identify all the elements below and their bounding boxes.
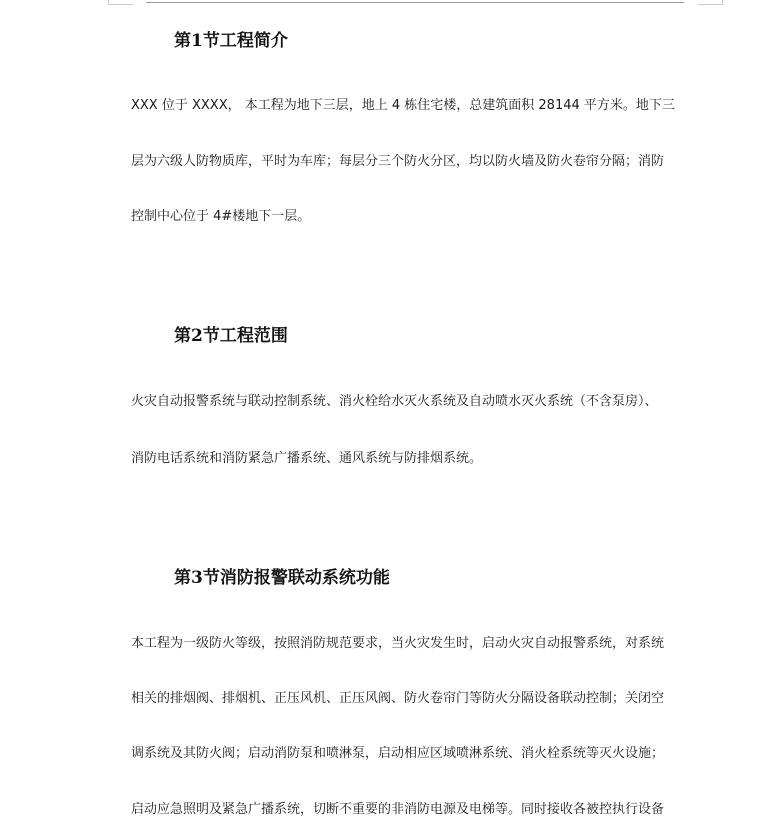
left-margin-marker: [108, 0, 133, 5]
section-2-line-2: 消防电话系统和消防紧急广播系统、通风系统与防排烟系统。: [131, 451, 483, 466]
header-rule: [146, 2, 684, 3]
section-3-line-2: 相关的排烟阀、排烟机、正压风机、正压风阀、防火卷帘门等防火分隔设备联动控制；关闭空: [131, 691, 665, 706]
section-1-line-2: 层为六级人防物质库，平时为车库；每层分三个防火分区，均以防火墙及防火卷帘分隔；消防: [131, 154, 665, 169]
section-3-line-1: 本工程为一级防火等级，按照消防规范要求，当火灾发生时，启动火灾自动报警系统，对系统: [131, 636, 665, 651]
section-3-line-3: 调系统及其防火阀；启动消防泵和喷淋泵，启动相应区域喷淋系统、消火栓系统等灭火设施；: [131, 746, 665, 761]
section-2-line-1: 火灾自动报警系统与联动控制系统、消火栓给水灭火系统及自动喷水灭火系统（不含泵房）、: [131, 394, 658, 409]
section-3-line-4: 启动应急照明及紧急广播系统，切断不重要的非消防电源及电梯等。同时接收各被控执行设备: [131, 802, 665, 817]
section-1-line-1: XXX 位于 XXXX， 本工程为地下三层，地上 4 栋住宅楼，总建筑面积 28144 平方米。地下三: [131, 98, 675, 113]
section-1-line-3: 控制中心位于 4#楼地下一层。: [131, 209, 311, 224]
section-3-heading: 第3节消防报警联动系统功能: [174, 568, 390, 588]
right-margin-marker: [698, 0, 723, 5]
section-2-heading: 第2节工程范围: [174, 326, 288, 346]
section-1-heading: 第1节工程简介: [174, 31, 288, 51]
